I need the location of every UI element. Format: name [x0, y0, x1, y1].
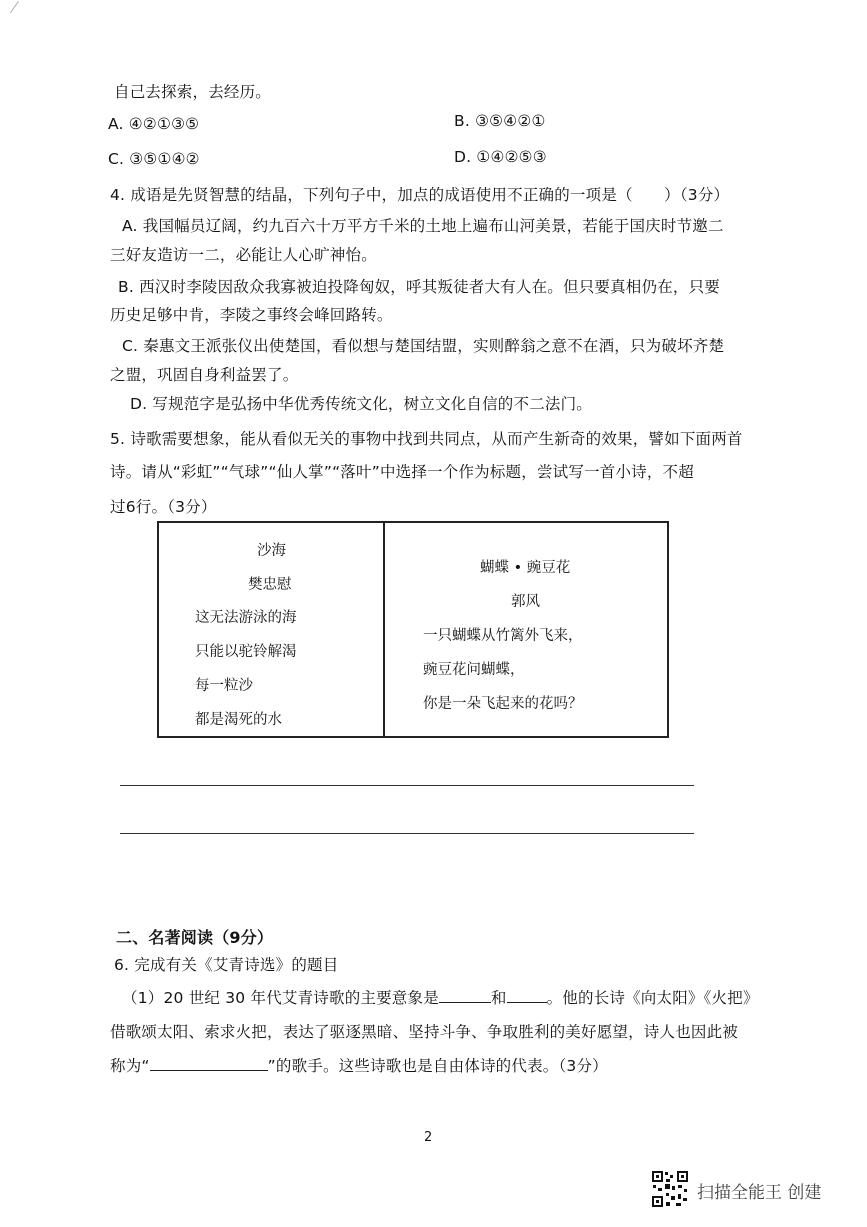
- poem2-title: 蝴蝶 • 豌豆花: [480, 560, 571, 576]
- q6-part1-line1: [122, 986, 759, 1008]
- q4-option-a-line2: 三好友造访一二，必能让人心旷神怡。: [110, 246, 377, 264]
- poem1-title: 沙海: [257, 543, 286, 559]
- q3-option-a: A. ④②①③⑤: [108, 115, 200, 133]
- page-number: 2: [424, 1130, 433, 1145]
- poem1-line: 只能以驼铃解渴: [195, 644, 297, 660]
- poem1-line: 这无法游泳的海: [195, 610, 297, 626]
- q5-stem-line1: 5. 诗歌需要想象，能从看似无关的事物中找到共同点，从而产生新奇的效果，譬如下面两首: [110, 430, 743, 448]
- poem-table-divider: [383, 521, 385, 738]
- q3-option-c: C. ③⑤①④②: [108, 150, 200, 168]
- poem2-line: 豌豆花问蝴蝶，: [423, 662, 525, 678]
- poem2-line: 一只蝴蝶从竹篱外飞来，: [423, 628, 583, 644]
- fill-blank[interactable]: [439, 988, 491, 1003]
- poem2-line: 你是一朵飞起来的花吗？: [423, 696, 583, 712]
- q4-option-d: D. 写规范字是弘扬中华优秀传统文化，树立文化自信的不二法门。: [130, 395, 592, 413]
- q4-option-c-line1: C. 秦惠文王派张仪出使楚国，看似想与楚国结盟，实则醉翁之意不在酒，只为破坏齐楚: [122, 337, 725, 355]
- q6-part1-text: （1）20 世纪 30 年代艾青诗歌的主要意象是: [122, 989, 439, 1007]
- q5-stem-line3: 过6行。（3分）: [110, 498, 217, 516]
- q3-option-d: D. ①④②⑤③: [454, 148, 547, 166]
- q6-part1-line3: [110, 1054, 608, 1076]
- q6-part1-line3-start: 称为“: [110, 1057, 150, 1075]
- answer-line[interactable]: [120, 785, 694, 786]
- q6-title: 6. 完成有关《艾青诗选》的题目: [114, 956, 339, 974]
- fill-blank[interactable]: [150, 1056, 268, 1071]
- q6-part1-line3-end: ”的歌手。这些诗歌也是自由体诗的代表。（3分）: [267, 1057, 608, 1075]
- q4-option-c-line2: 之盟，巩固自身利益罢了。: [110, 366, 299, 384]
- scan-corner-mark: [10, 1, 19, 13]
- poem1-author: 樊忠慰: [248, 577, 292, 593]
- q3-option-b: B. ③⑤④②①: [454, 112, 546, 130]
- q6-part1-text-end: 。他的长诗《向太阳》《火把》: [546, 989, 759, 1007]
- q4-stem: 4. 成语是先贤智慧的结晶，下列句子中，加点的成语使用不正确的一项是（ ）（3分）: [110, 186, 730, 204]
- q6-part1-line2: 借歌颂太阳、索求火把，表达了驱逐黑暗、坚持斗争、争取胜利的美好愿望，诗人也因此被: [110, 1023, 739, 1041]
- q4-option-b-line2: 历史足够中肯，李陵之事终会峰回路转。: [110, 306, 393, 324]
- poem2-author: 郭风: [511, 594, 540, 610]
- q4-option-a-line1: A. 我国幅员辽阔，约九百六十万平方千米的土地上遍布山河美景，若能于国庆时节邀二: [122, 217, 724, 235]
- qr-code-icon: [651, 1170, 689, 1208]
- answer-line[interactable]: [120, 833, 694, 834]
- q4-option-b-line1: B. 西汉时李陵因敌众我寡被迫投降匈奴，呼其叛徒者大有人在。但只要真相仍在，只要: [118, 278, 720, 296]
- q6-part1-and: 和: [490, 989, 507, 1007]
- continued-text-line: 自己去探索，去经历。: [114, 83, 272, 101]
- poem1-line: 每一粒沙: [195, 678, 253, 694]
- fill-blank[interactable]: [507, 988, 547, 1003]
- poem1-line: 都是渴死的水: [195, 712, 282, 728]
- q5-stem-line2: 诗。请从“彩虹”“气球”“仙人掌”“落叶”中选择一个作为标题，尝试写一首小诗，不超: [110, 463, 694, 481]
- poem-table: [157, 521, 669, 738]
- scanner-watermark: 扫描全能王 创建: [697, 1183, 822, 1203]
- section2-heading: 二、名著阅读（9分）: [116, 928, 274, 947]
